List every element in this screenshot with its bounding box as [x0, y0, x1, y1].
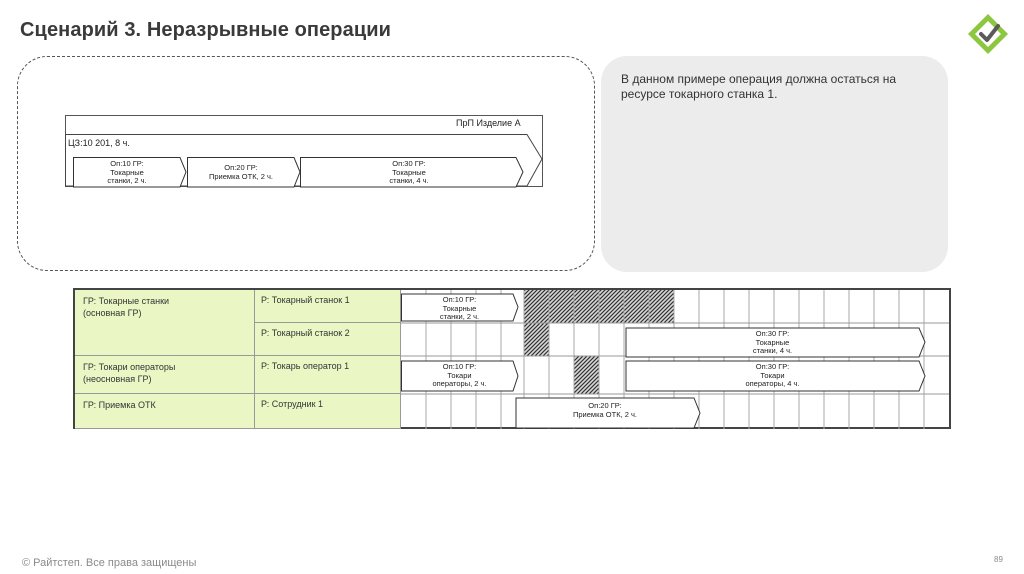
note-box — [601, 56, 948, 272]
bar-op10-operator: Оп:10 ГР: Токари операторы, 2 ч. — [432, 362, 487, 388]
bar-op30-operator: Оп:30 ГР: Токари операторы, 4 ч. — [745, 362, 800, 388]
schedule-table — [73, 288, 951, 429]
page-number: 89 — [994, 555, 1003, 564]
copyright-footer: © Райтстеп. Все права защищены — [22, 557, 197, 569]
note-text: В данном примере операция должна остаться на ресурсе токарного станка 1. — [621, 72, 897, 101]
product-label: ПрП Изделие А — [456, 118, 521, 128]
resource-lathe-2: Р: Токарный станок 2 — [255, 323, 401, 356]
group-cell-qc: ГР: Приемка ОТК — [75, 394, 255, 429]
op10-label: Оп:10 ГР: Токарные станки, 2 ч. — [107, 159, 147, 185]
slide-title: Сценарий 3. Неразрывные операции — [20, 19, 392, 41]
bar-op10-lathe1: Оп:10 ГР: Токарные станки, 2 ч. — [439, 295, 480, 321]
checkmark-logo-icon — [964, 10, 1012, 58]
resource-employee-1: Р: Сотрудник 1 — [255, 394, 401, 429]
group-cell-operators: ГР: Токари операторы (неосновная ГР) — [75, 356, 255, 394]
resource-operator-1: Р: Токарь оператор 1 — [255, 356, 401, 394]
resource-lathe-1: Р: Токарный станок 1 — [255, 290, 401, 323]
op30-label: Оп:30 ГР: Токарные станки, 4 ч. — [389, 159, 429, 185]
bar-op30-lathe2: Оп:30 ГР: Токарные станки, 4 ч. — [752, 329, 793, 355]
op20-label: Оп:20 ГР: Приемка ОТК, 2 ч. — [209, 163, 273, 181]
bar-op20-qc: Оп:20 ГР: Приемка ОТК, 2 ч. — [573, 401, 637, 419]
group-cell-lathes: ГР: Токарные станки (основная ГР) — [75, 290, 255, 356]
order-label: ЦЗ:10 201, 8 ч. — [68, 138, 130, 148]
